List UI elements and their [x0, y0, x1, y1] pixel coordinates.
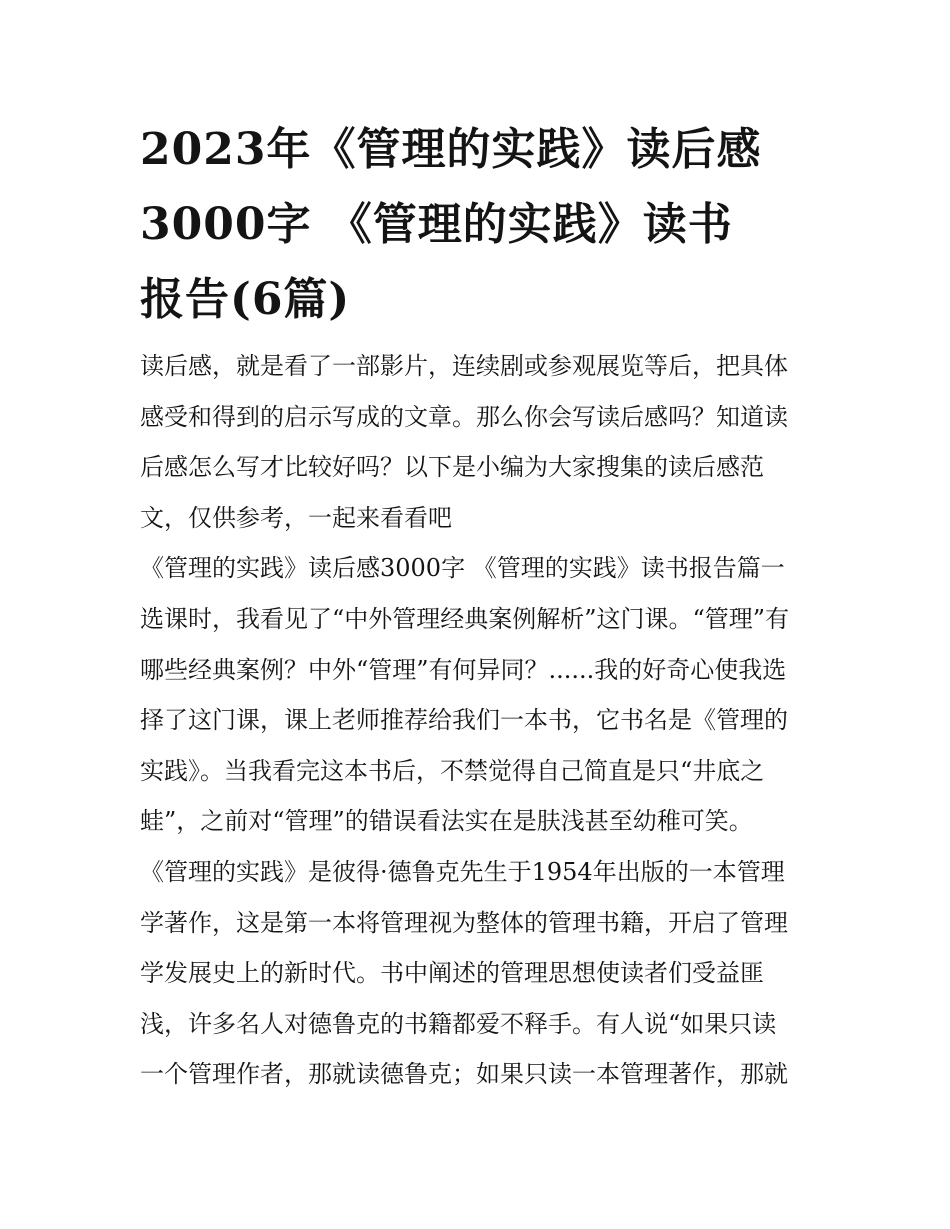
title-line: 3000字 《管理的实践》读书 — [140, 199, 733, 250]
body-line: 读后感，就是看了一部影片，连续剧或参观展览等后，把具体 — [140, 352, 788, 380]
body-line: 学著作，这是第一本将管理视为整体的管理书籍，开启了管理 — [140, 908, 788, 937]
body-line: 学发展史上的新时代。书中阐述的管理思想使读者们受益匪 — [140, 959, 764, 988]
section-heading: 《管理的实践》读后感3000字 《管理的实践》读书报告篇一 — [140, 554, 785, 583]
title-line: 报告(6篇) — [140, 274, 351, 325]
body-line: 蛙”，之前对“管理”的错误看法实在是肤浅甚至幼稚可笑。 — [140, 807, 753, 836]
document-title — [140, 112, 815, 337]
body-line: 《管理的实践》是彼得·德鲁克先生于1954年出版的一本管理 — [140, 857, 785, 886]
body-line: 文，仅供参考，一起来看看吧 — [140, 503, 452, 532]
body-line: 一个管理作者，那就读德鲁克；如果只读一本管理著作，那就 — [140, 1060, 788, 1089]
body-line: 感受和得到的启示写成的文章。那么你会写读后感吗？知道读 — [140, 402, 788, 431]
body-line: 哪些经典案例？中外“管理”有何异同？......我的好奇心使我选 — [140, 655, 787, 684]
body-line: 择了这门课，课上老师推荐给我们一本书，它书名是《管理的 — [140, 706, 788, 735]
document-content — [140, 112, 815, 1100]
title-line: 2023年《管理的实践》读后感 — [140, 124, 762, 175]
body-line: 后感怎么写才比较好吗？以下是小编为大家搜集的读后感范 — [140, 453, 764, 482]
body-line: 实践》。当我看完这本书后，不禁觉得自己简直是只“井底之 — [140, 756, 765, 785]
body-line: 浅，许多名人对德鲁克的书籍都爱不释手。有人说“如果只读 — [140, 1009, 777, 1038]
document-body — [140, 341, 815, 1100]
body-line: 选课时，我看见了“中外管理经典案例解析”这门课。“管理”有 — [140, 604, 790, 633]
